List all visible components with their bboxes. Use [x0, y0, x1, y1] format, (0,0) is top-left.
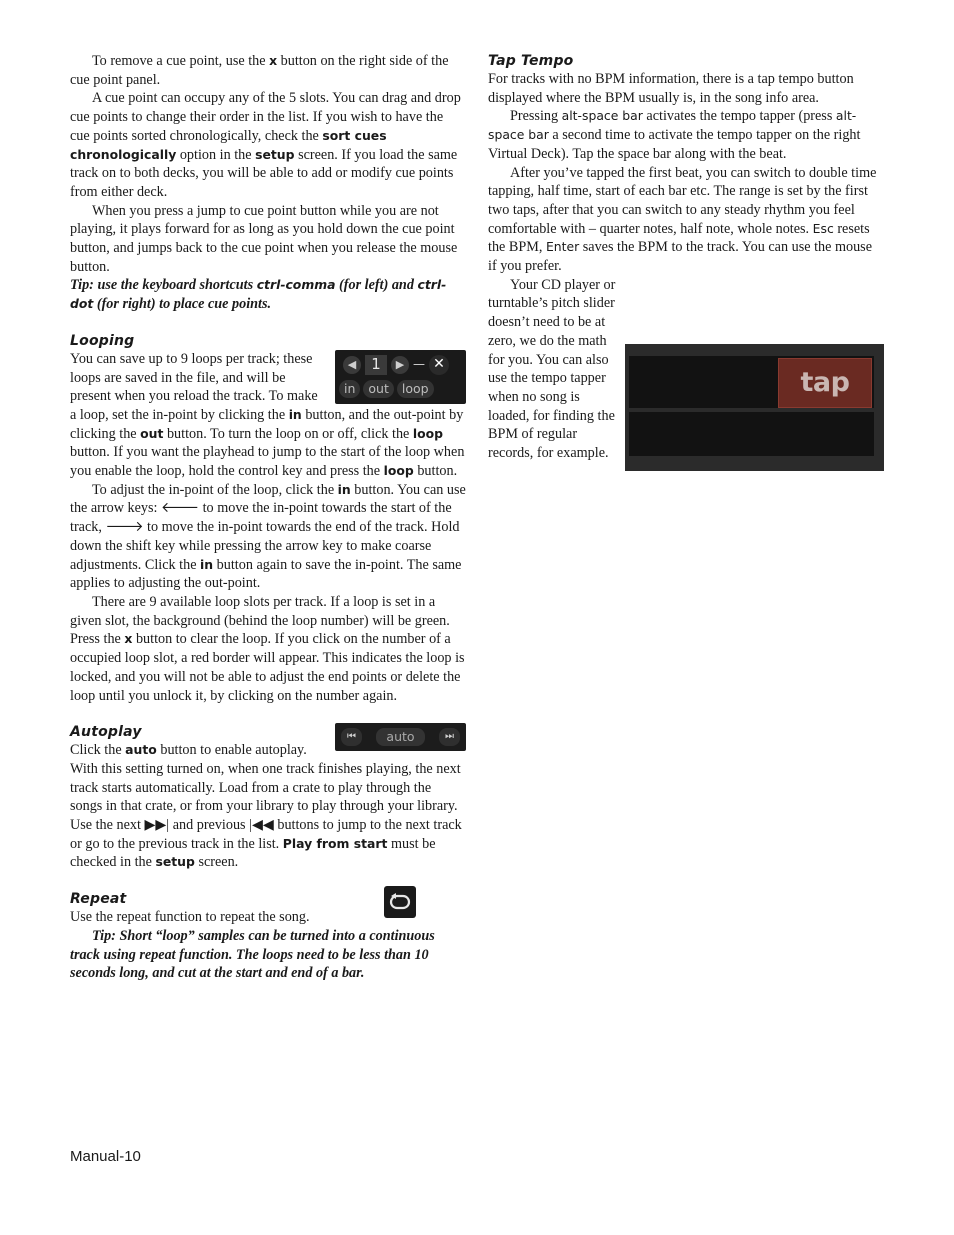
repeat-icon	[384, 886, 416, 918]
page-footer: Manual-10	[70, 1148, 141, 1165]
tap-panel	[625, 344, 884, 471]
loop-next-icon: ▶	[391, 356, 409, 374]
heading-tap-tempo: Tap Tempo	[488, 53, 574, 69]
left-column	[70, 52, 466, 983]
tap-button: tap	[778, 358, 872, 408]
heading-repeat: Repeat	[70, 891, 127, 908]
loop-panel-figure	[335, 350, 466, 404]
paragraph-autoplay: Click the auto button to enable autoplay. With this setting turned on, when one track finishes playing, the next track starts automatically. Load from a crate to play through the songs in that crate, or from your library to play through your library. Use the next ▶▶| and previous |◀◀ buttons to jump to the next track or go to the previous track in the list. Play from start must be checked in the setup screen.	[70, 742, 462, 871]
paragraph-tap-keys: Pressing alt-space bar activates the tempo tapper (press alt-space bar a second time to activate the tempo tapper on the right Virtual Deck). Tap the space bar along with the beat.	[488, 108, 861, 162]
next-track-icon: ⏭	[439, 728, 460, 746]
heading-autoplay: Autoplay	[70, 724, 142, 741]
paragraph-loop-intro: You can save up to 9 loops per track; these loops are saved in the file, and will be present when you reload the track. To make a loop, set the in-point by clicking the in button, and the out-point by clicking the out button. To turn the loop on or off, click the loop button. If you want the playhead to jump to the start of the loop when you enable the loop, hold the control key and press the loop button.	[70, 350, 465, 480]
arrow-right-icon: 🡒	[105, 519, 144, 536]
loop-prev-icon: ◀	[343, 356, 361, 374]
heading-looping: Looping	[70, 332, 135, 349]
tap-panel-bottom	[629, 412, 874, 456]
loop-toggle-button: loop	[397, 380, 434, 398]
paragraph-cue-slots: A cue point can occupy any of the 5 slots. You can drag and drop cue points to change their order in the list. If you wish to have the cue points sorted chronologically, check the sort cues chronologically option in the setup screen. If you load the same track on to both decks, you will be able to add or modify cue points from either deck.	[70, 90, 461, 200]
right-column	[488, 52, 884, 463]
autoplay-panel	[335, 723, 466, 751]
paragraph-tap-pitch: Your CD player or turntable’s pitch slider doesn’t need to be at zero, we do the math for you. You can also use the tempo tapper when no song is loaded, for finding the BPM of regular records, for example.	[488, 276, 616, 462]
auto-button: auto	[376, 728, 424, 746]
loop-panel	[335, 350, 466, 404]
arrow-left-icon: 🡐	[161, 500, 200, 517]
tip-cue-shortcuts: Tip: use the keyboard shortcuts ctrl-comma (for left) and ctrl-dot (for right) to place cue points.	[70, 277, 447, 313]
previous-track-icon: ⏮	[341, 728, 362, 746]
paragraph-loop-adjust: To adjust the in-point of the loop, click the in button. You can use the arrow keys: 🡐 to move the in-point towards the start of the track, 🡒 to move the in-point towards the end of the track. Hold down the shift key while pressing the arrow key to make coarse adjustments. Click the in button again to save the in-point. The same applies to adjusting the out-point.	[70, 481, 466, 592]
tip-repeat: Tip: Short “loop” samples can be turned into a continuous track using repeat function. The loops need to be less than 10 seconds long, and cut at the start and end of a bar.	[70, 927, 435, 982]
loop-in-button: in	[339, 380, 360, 398]
paragraph-remove-cue: To remove a cue point, use the x button on the right side of the cue point panel.	[70, 53, 449, 88]
paragraph-tap-intro: For tracks with no BPM information, there is a tap tempo button displayed where the BPM usually is, in the song info area.	[488, 71, 854, 106]
paragraph-loop-slots: There are 9 available loop slots per track. If a loop is set in a given slot, the background (behind the loop number) will be green. Press the x button to clear the loop. If you click on the number of a occupied loop slot, a red border will appear. This indicates the loop is locked, and you will not be able to adjust the end points or delete the loop until you unlock it, by clicking on the number again.	[70, 593, 465, 704]
paragraph-jump-cue: When you press a jump to cue point button while you are not playing, it plays forward for as long as you hold down the cue point button, and jumps back to the cue point when you release the mouse button.	[70, 202, 458, 275]
close-icon: ✕	[429, 355, 449, 375]
paragraph-repeat: Use the repeat function to repeat the song.	[70, 909, 310, 926]
loop-dash: —	[413, 357, 425, 372]
autoplay-panel-figure	[335, 723, 466, 751]
loop-out-button: out	[363, 380, 393, 398]
loop-number: 1	[365, 355, 387, 375]
paragraph-tap-rhythm: After you’ve tapped the first beat, you can switch to double time tapping, half time, start of each bar etc. The range is set by the first two taps, after that you can switch to any steady rhythm you feel comfortable with – quarter notes, half note, whole notes. Esc resets the BPM, Enter saves the BPM to the track. You can use the mouse if you prefer.	[488, 164, 877, 275]
